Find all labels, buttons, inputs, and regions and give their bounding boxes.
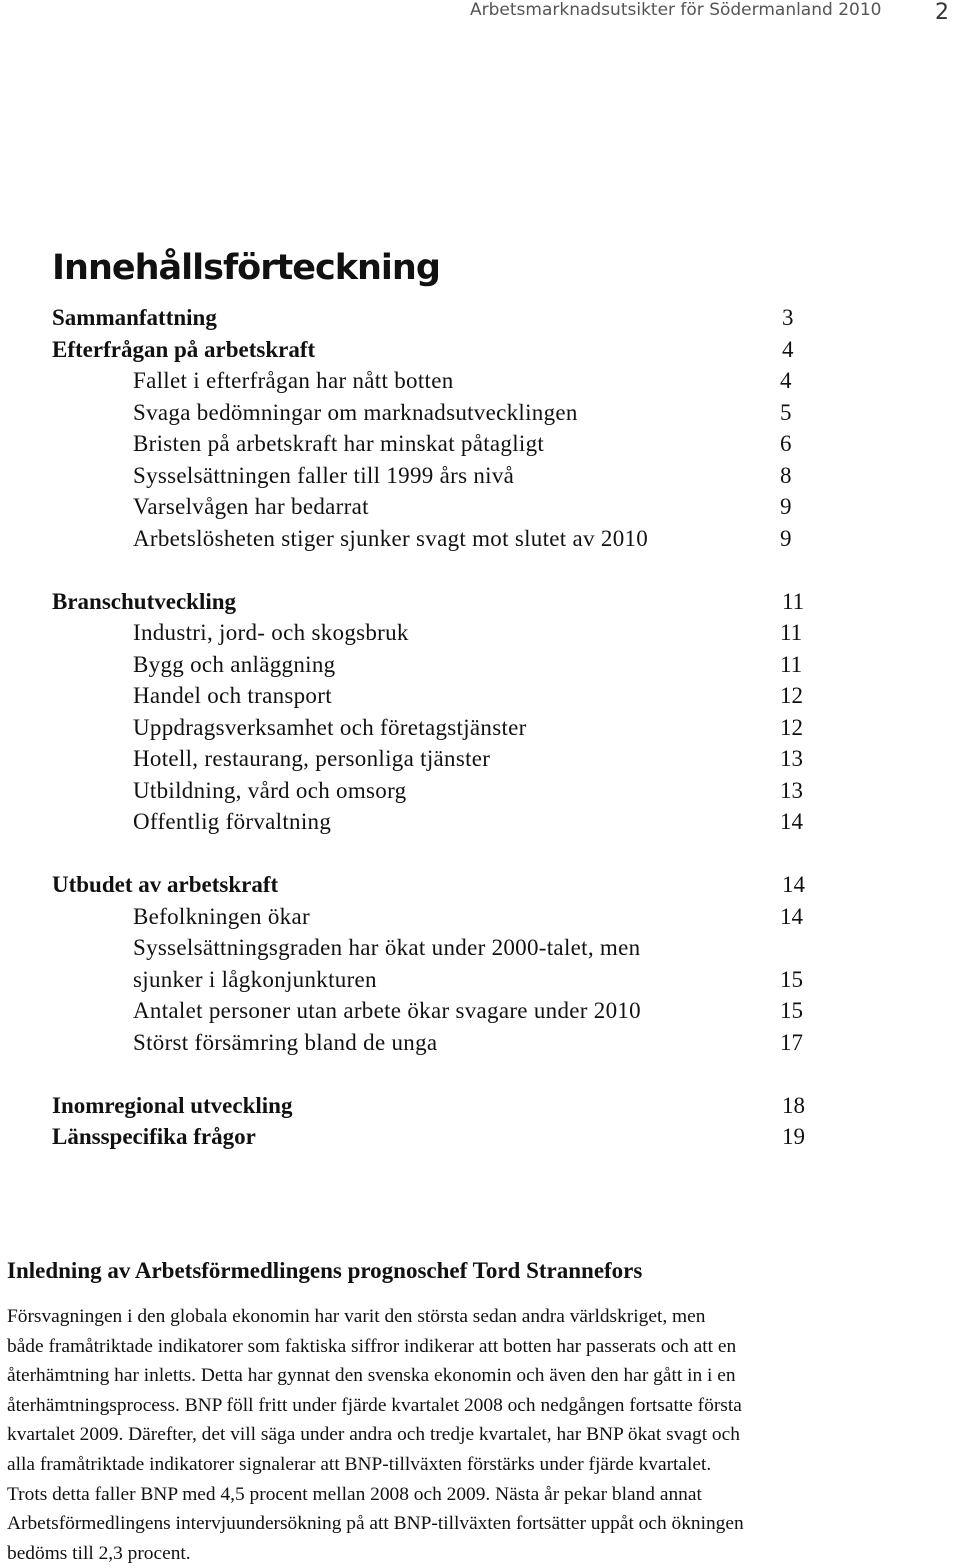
toc-entry-title: Branschutveckling [52, 588, 237, 614]
toc-entry-title: Handel och transport [133, 683, 332, 708]
toc-entry[interactable] [52, 586, 812, 618]
toc-entry-title: Svaga bedömningar om marknadsutvecklingen [133, 399, 578, 425]
toc-entry-title: Bristen på arbetskraft har minskat påtagligt [133, 431, 545, 456]
toc-entry-title: Inomregional utveckling [52, 1092, 293, 1118]
toc-entry[interactable] [52, 775, 812, 807]
toc-entry-page: 14 [780, 903, 803, 929]
toc-entry-title: Hotell, restaurang, personliga tjänster [133, 746, 491, 771]
toc-entry-title: sjunker i lågkonjunkturen [133, 966, 377, 992]
intro-text-line: kvartalet 2009. Därefter, det vill säga under andra och tredje kvartalet, har BNP ökat svagt och [7, 1424, 740, 1446]
toc-entry[interactable] [52, 1090, 812, 1122]
toc-entry[interactable] [52, 460, 812, 492]
toc-entry[interactable] [52, 302, 812, 334]
toc-entry-title: Fallet i efterfrågan har nått botten [133, 368, 454, 393]
toc-entry[interactable] [52, 964, 812, 996]
toc-entry[interactable] [52, 428, 812, 460]
toc-entry[interactable] [52, 680, 812, 712]
toc-entry[interactable] [52, 712, 812, 744]
toc-entry-title: Sammanfattning [52, 305, 217, 330]
toc-entry-page: 12 [780, 714, 803, 740]
toc-entry-title: Befolkningen ökar [133, 903, 310, 929]
toc-entry-title: Offentlig förvaltning [133, 809, 332, 834]
toc-entry-page: 8 [780, 462, 792, 488]
page-number: 2 [935, 0, 949, 25]
toc-entry-title: Uppdragsverksamhet och företagstjänster [133, 714, 527, 740]
toc-entry-page: 5 [780, 399, 792, 425]
toc-entry[interactable] [52, 743, 812, 775]
toc-entry[interactable] [52, 523, 812, 555]
toc-entry-page: 11 [782, 588, 805, 614]
toc-entry[interactable] [52, 365, 812, 397]
toc-entry-page: 4 [780, 368, 792, 393]
toc-entry-title: Efterfrågan på arbetskraft [52, 336, 316, 362]
toc-entry-title: Störst försämring bland de unga [133, 1029, 438, 1055]
intro-text-line: alla framåtriktade indikatorer signalerar att BNP-tillväxten förstärks under fjärde kvartalet. [7, 1453, 712, 1475]
toc-entry-page: 11 [780, 651, 803, 677]
intro-text-line: Arbetsförmedlingens intervjuundersökning på att BNP-tillväxten fortsätter uppåt och ökningen [7, 1513, 744, 1535]
toc-entry-page: 14 [782, 872, 805, 897]
toc-entry-page: 17 [780, 1029, 803, 1055]
intro-text-line: bedöms till 2,3 procent. [7, 1542, 191, 1564]
intro-text-line: återhämtningsprocess. BNP föll fritt under fjärde kvartalet 2008 och nedgången fortsatte första [7, 1394, 742, 1416]
toc-entry[interactable] [52, 334, 812, 366]
toc-entry[interactable] [52, 901, 812, 933]
toc-entry[interactable] [52, 806, 812, 838]
toc-entry-title: Länsspecifika frågor [52, 1124, 256, 1149]
toc-entry-page: 9 [780, 525, 792, 551]
toc-entry-title: Arbetslösheten stiger sjunker svagt mot slutet av 2010 [133, 525, 649, 551]
toc-entry-page: 13 [780, 746, 803, 771]
toc-entry-page: 4 [782, 336, 794, 362]
toc-entry[interactable] [52, 397, 812, 429]
toc-entry-title: Sysselsättningsgraden har ökat under 2000-talet, men [133, 935, 641, 960]
intro-text-line: Försvagningen i den globala ekonomin har varit den största sedan andra världskriget, men [7, 1306, 706, 1327]
intro-body [7, 1302, 957, 1568]
toc-entry-title: Antalet personer utan arbete ökar svagare under 2010 [133, 998, 641, 1023]
toc-entry-title: Bygg och anläggning [133, 651, 336, 677]
toc-entry[interactable] [52, 1121, 812, 1153]
toc-entry[interactable] [52, 869, 812, 901]
intro-text-line: både framåtriktade indikatorer som faktiska siffror indikerar att botten har passerats och att en [7, 1335, 737, 1357]
toc-entry-title: Utbildning, vård och omsorg [133, 777, 407, 803]
toc-entry-page: 15 [780, 998, 803, 1023]
toc-entry-title: Industri, jord- och skogsbruk [133, 620, 409, 645]
toc-entry-page: 12 [780, 683, 803, 708]
toc-entry-page: 13 [780, 777, 803, 803]
toc-entry-title: Varselvågen har bedarrat [133, 494, 369, 519]
toc-entry-page: 19 [782, 1124, 805, 1149]
toc-entry-title: Sysselsättningen faller till 1999 års nivå [133, 462, 515, 488]
toc-entry-page: 18 [782, 1092, 805, 1118]
intro-text-line: återhämtning har inletts. Detta har gynnat den svenska ekonomin och även den har gått in i en [7, 1365, 736, 1387]
toc-entry-page: 9 [780, 494, 792, 519]
toc-entry-title: Utbudet av arbetskraft [52, 872, 279, 897]
toc-entry-page: 14 [780, 809, 803, 834]
toc-entry[interactable] [52, 649, 812, 681]
toc-entry-page: 6 [780, 431, 792, 456]
toc-entry-page: 11 [780, 620, 803, 645]
intro-text-line: Trots detta faller BNP med 4,5 procent mellan 2008 och 2009. Nästa år pekar bland annat [7, 1483, 702, 1505]
toc-heading: Innehållsförteckning [52, 248, 440, 288]
intro-heading: Inledning av Arbetsförmedlingens prognoschef Tord Strannefors [7, 1258, 643, 1283]
table-of-contents [52, 302, 812, 1153]
toc-entry[interactable] [52, 995, 812, 1027]
running-header-title: Arbetsmarknadsutsikter för Södermanland 2010 [470, 0, 882, 20]
toc-entry-page: 15 [780, 966, 803, 992]
toc-entry[interactable] [52, 1027, 812, 1059]
toc-entry[interactable] [52, 491, 812, 523]
toc-entry[interactable] [52, 932, 812, 964]
toc-entry-page: 3 [782, 305, 794, 330]
toc-entry[interactable] [52, 617, 812, 649]
